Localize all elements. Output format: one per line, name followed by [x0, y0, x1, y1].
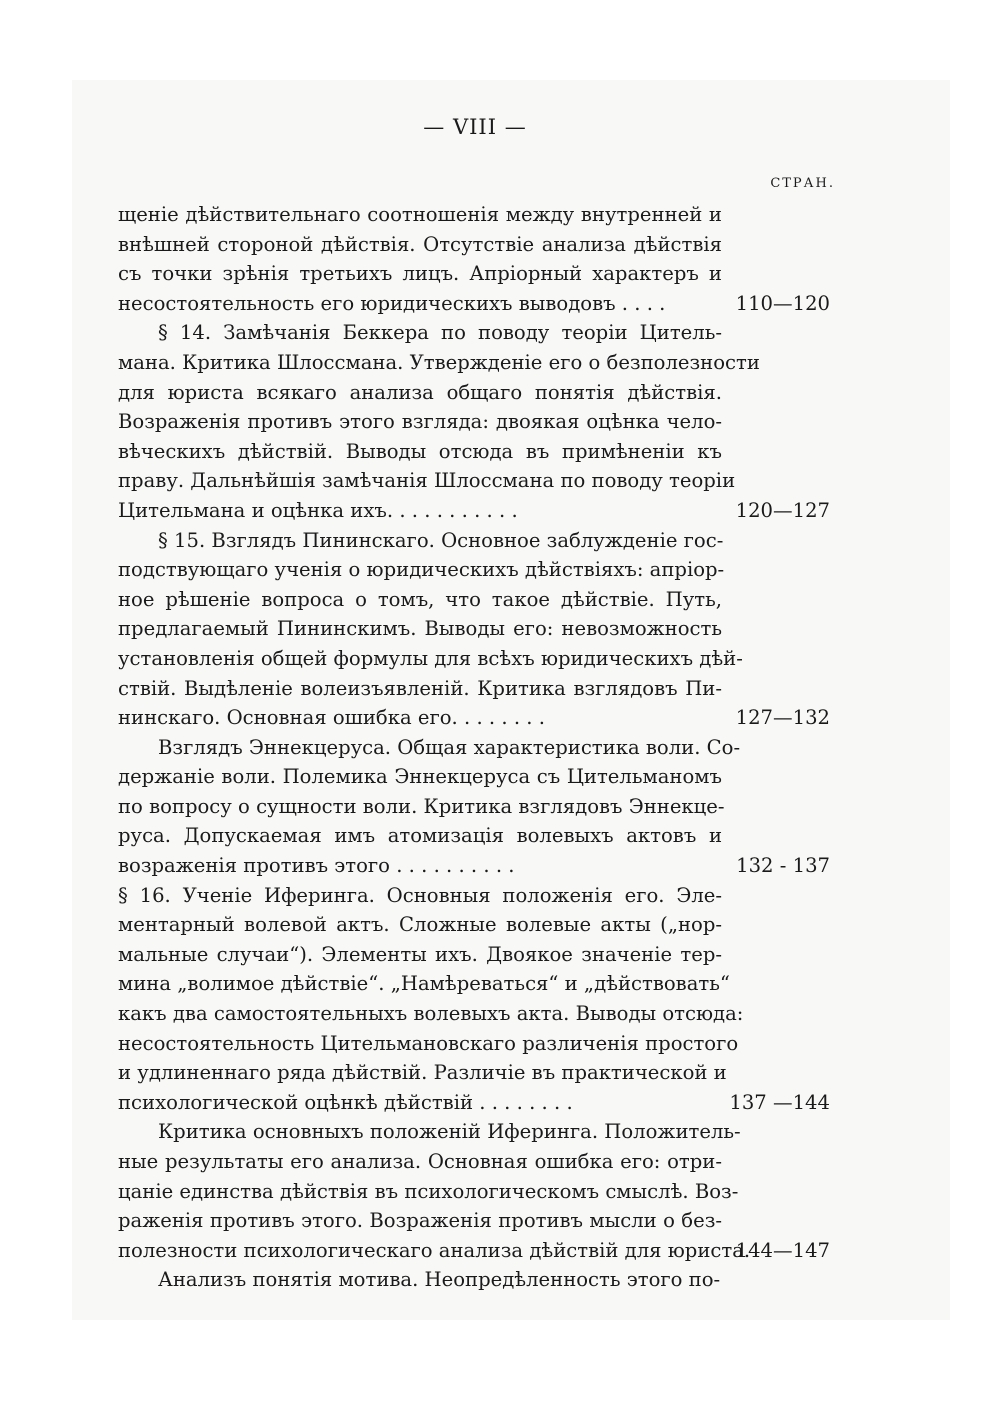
toc-line-text: психологической оцѣнкѣ дѣйствій . . . . . . . .: [118, 1090, 573, 1114]
toc-line: [118, 1265, 830, 1295]
toc-line-text: по вопросу о сущности воли. Критика взглядовъ Эннекце-: [118, 794, 725, 818]
toc-page-range: 144—147: [735, 1238, 830, 1262]
toc-line: [118, 881, 830, 911]
toc-line: [118, 1147, 830, 1177]
pages-column-label: СТРАН.: [770, 176, 835, 191]
toc-line-text: полезности психологическаго анализа дѣйствій для юриста.: [118, 1238, 751, 1262]
toc-line-text: возраженія противъ этого . . . . . . . . . .: [118, 854, 515, 878]
toc-line-text: несостоятельность Цительмановскаго различенія простого: [118, 1031, 739, 1055]
toc-line: [118, 348, 830, 378]
toc-line-text: праву. Дальнѣйшія замѣчанія Шлоссмана по поводу теоріи: [118, 469, 736, 493]
toc-line: [118, 762, 830, 792]
toc-entry: [118, 200, 830, 318]
toc-line-text: § 14. Замѣчанія Беккера по поводу теоріи Цитель-: [158, 321, 722, 345]
toc-line-text: ные результаты его анализа. Основная ошибка его: отри-: [118, 1150, 722, 1173]
toc-line-text: § 16. Ученіе Иферинга. Основныя положенія его. Эле-: [118, 883, 722, 907]
toc-line-text: предлагаемый Пининскимъ. Выводы его: невозможность: [118, 617, 722, 641]
toc-line: [118, 466, 830, 496]
toc-page-range: 120—127: [735, 498, 830, 522]
toc-entry: [118, 526, 830, 733]
toc-line: [118, 910, 830, 940]
toc-line: [118, 1058, 830, 1088]
toc-line-text: руса. Допускаемая имъ атомизація волевыхъ актовъ и: [118, 824, 722, 848]
toc-line: [118, 1177, 830, 1207]
toc-line-text: установленія общей формулы для всѣхъ юридическихъ дѣй-: [118, 646, 743, 670]
toc-line: [118, 969, 830, 999]
toc-line: [118, 614, 830, 644]
page-number: — VIII —: [423, 115, 527, 139]
toc-line-text: мальные случаи“). Элементы ихъ. Двоякое значеніе тер-: [118, 942, 722, 966]
toc-line: [118, 437, 830, 467]
toc-line-text: раженія противъ этого. Возраженія противъ мысли о без-: [118, 1209, 722, 1233]
toc-line: [118, 230, 830, 260]
toc-line: [118, 200, 830, 230]
toc-line-text: подствующаго ученія о юридическихъ дѣйствіяхъ: апріор-: [118, 558, 725, 582]
toc-line: [118, 940, 830, 970]
toc-line-text: и удлиненнаго ряда дѣйствій. Различіе въ практической и: [118, 1061, 727, 1085]
toc-line-text: ментарный волевой актъ. Сложные волевые акты („нор-: [118, 913, 722, 937]
toc-line: [118, 289, 830, 319]
toc-line: [118, 1206, 830, 1236]
toc-line-text: Цительмана и оцѣнка ихъ. . . . . . . . . . .: [118, 498, 518, 522]
toc-line: [118, 733, 830, 763]
toc-line-text: щеніе дѣйствительнаго соотношенія между внутренней и: [118, 203, 722, 226]
toc-line-text: вѣческихъ дѣйствій. Выводы отсюда въ примѣненіи къ: [118, 439, 722, 463]
toc-line: [118, 792, 830, 822]
toc-line: [118, 644, 830, 674]
toc-line-text: ствій. Выдѣленіе волеизъявленій. Критика взглядовъ Пи-: [118, 676, 722, 700]
toc-line-text: мина „волимое дѣйствіе“. „Намѣреваться“ и „дѣйствовать“: [118, 972, 730, 996]
toc-line-text: съ точки зрѣнія третьихъ лицъ. Апріорный характеръ и: [118, 262, 722, 286]
toc-line-text: § 15. Взглядъ Пининскаго. Основное заблужденіе гос-: [158, 528, 724, 552]
toc-line: [118, 1088, 830, 1118]
toc-line-text: внѣшней стороной дѣйствія. Отсутствіе анализа дѣйствія: [118, 232, 722, 256]
toc-line: [118, 851, 830, 881]
toc-entry: [118, 318, 830, 525]
toc-line: [118, 999, 830, 1029]
toc-line: [118, 1236, 830, 1266]
toc-line-text: ное рѣшеніе вопроса о томъ, что такое дѣйствіе. Путь,: [118, 587, 722, 611]
toc-line: [118, 496, 830, 526]
toc-page-range: 132 - 137: [736, 854, 830, 878]
toc-line: [118, 407, 830, 437]
table-of-contents: [118, 200, 830, 1295]
toc-line-text: какъ два самостоятельныхъ волевыхъ акта. Выводы отсюда:: [118, 1002, 744, 1026]
toc-line: [118, 1117, 830, 1147]
toc-page-range: 110—120: [735, 291, 830, 315]
toc-line: [118, 259, 830, 289]
toc-line-text: Критика основныхъ положеній Иферинга. Положитель-: [158, 1120, 741, 1144]
toc-line: [118, 674, 830, 704]
toc-entry: [118, 733, 830, 881]
toc-line: [118, 585, 830, 615]
toc-line: [118, 821, 830, 851]
toc-line-text: цаніе единства дѣйствія въ психологическомъ смыслѣ. Воз-: [118, 1179, 739, 1203]
toc-line-text: Анализъ понятія мотива. Неопредѣленность этого по-: [158, 1268, 721, 1292]
toc-line-text: нинскаго. Основная ошибка его. . . . . . . .: [118, 706, 545, 730]
toc-line-text: несостоятельность его юридическихъ выводовъ . . . .: [118, 291, 666, 315]
toc-line-text: Взглядъ Эннекцеруса. Общая характеристика воли. Со-: [158, 735, 741, 759]
toc-line-text: Возраженія противъ этого взгляда: двоякая оцѣнка чело-: [118, 410, 722, 434]
toc-line: [118, 703, 830, 733]
toc-line: [118, 555, 830, 585]
toc-page-range: 127—132: [735, 706, 830, 730]
toc-line-text: мана. Критика Шлоссмана. Утвержденіе его о безполезности: [118, 350, 760, 374]
toc-line: [118, 526, 830, 556]
toc-line: [118, 378, 830, 408]
toc-entry: [118, 1117, 830, 1265]
toc-line: [118, 318, 830, 348]
toc-line: [118, 1029, 830, 1059]
toc-line-text: держаніе воли. Полемика Эннекцеруса съ Цительманомъ: [118, 765, 722, 789]
toc-entry: [118, 881, 830, 1118]
toc-entry: [118, 1265, 830, 1295]
toc-page-range: 137 —144: [729, 1090, 830, 1114]
toc-line-text: для юриста всякаго анализа общаго понятія дѣйствія.: [118, 380, 722, 404]
